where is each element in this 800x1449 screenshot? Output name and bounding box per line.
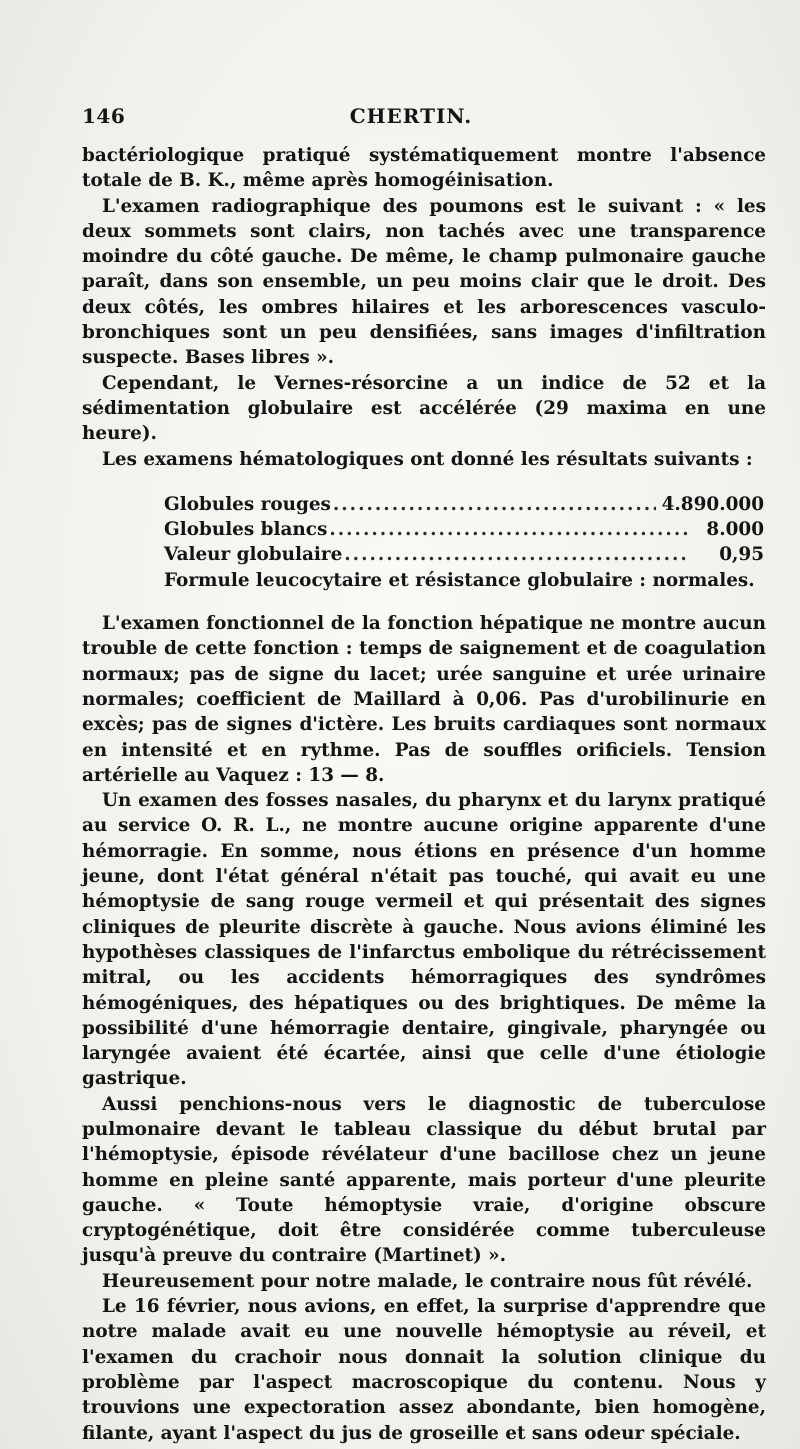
blood-result-row bbox=[164, 492, 764, 517]
result-label: Globules blancs bbox=[164, 519, 328, 541]
result-value: 4.890.000 bbox=[661, 493, 764, 515]
blood-result-row bbox=[164, 542, 764, 567]
paragraph-radiography: L'examen radiographique des poumons est le suivant : « les deux sommets sont clairs, non tachés avec une transparence moindre du côté gauche. De même, le champ pulmonaire gauche paraît, dans son ensemble, un peu moins clair que le droit. Des deux côtés, les ombres hilaires et les arborescences vasculo-bronchiques sont un peu densifiées, sans images d'infiltration suspecte. Bases libres ». bbox=[82, 195, 766, 369]
paragraph-hepatic: L'examen fonctionnel de la fonction hépatique ne montre aucun trouble de cette fonction : temps de saignement et de coagulation normaux; pas de signe du lacet; urée sanguine et urée urinaire normales; coefficient de Maillard à 0,06. Pas d'urobilinurie en excès; pas de signes d'ictère. Les bruits cardiaques sont normaux en intensité et en rythme. Pas de souffles orificiels. Tension artérielle au Vaquez : 13 — 8. bbox=[82, 613, 766, 786]
paragraph-february: Le 16 février, nous avions, en effet, la surprise d'apprendre que notre malade avait eu une nouvelle hémoptysie au réveil, et l'examen du crachoir nous donnait la solution clinique du problème par l'aspect macroscopique du contenu. Nous y trouvions une expectoration assez abondante, bien homogène, filante, ayant l'aspect du jus de groseille et sans odeur spéciale. bbox=[82, 1296, 766, 1444]
formule-leucocytaire: Formule leucocytaire et résistance globulaire : normales. bbox=[164, 569, 755, 591]
running-head: CHERTIN. bbox=[349, 104, 473, 128]
paragraph-orl-summary: Un examen des fosses nasales, du pharynx et du larynx pratiqué au service O. R. L., ne montre aucune origine apparente d'une hémorragie. En somme, nous étions en présence d'un homme jeune, dont l'état général n'était pas touché, qui avait eu une hémoptysie de sang rouge vermeil et qui présentait des signes cliniques de pleurite discrète à gauche. Nous avions éliminé les hypothèses classiques de l'infarctus embolique du rétrécissement mitral, ou les accidents hémorragiques des syndrômes hémogéniques, des hépatiques ou des brightiques. De même la possibilité d'une hémorragie dentaire, gingivale, pharyngée ou laryngée avaient été écartée, ainsi que celle d'une étiologie gastrique. bbox=[82, 790, 766, 1090]
page-header bbox=[82, 104, 740, 134]
result-label: Valeur globulaire bbox=[164, 544, 343, 566]
dot-leader bbox=[344, 542, 688, 567]
dot-leader bbox=[329, 517, 688, 542]
page-number: 146 bbox=[82, 104, 126, 128]
result-value: 8.000 bbox=[706, 519, 764, 541]
dot-leader bbox=[333, 492, 656, 517]
paragraph-diagnosis: Aussi penchions-nous vers le diagnostic de tuberculose pulmonaire devant le tableau classique du début brutal par l'hémoptysie, épisode révélateur d'une bacillose chez un jeune homme en pleine santé apparente, mais porteur d'une pleurite gauche. « Toute hémoptysie vraie, d'origine obscure cryptogénétique, doit être considérée comme tuberculeuse jusqu'à preuve du contraire (Martinet) ». bbox=[82, 1093, 766, 1267]
body-text bbox=[82, 143, 766, 1446]
result-label: Globules rouges bbox=[164, 493, 331, 515]
blood-result-row bbox=[164, 517, 764, 542]
paragraph-heureusement: Heureusement pour notre malade, le contraire nous fût révélé. bbox=[102, 1270, 753, 1292]
result-value: 0,95 bbox=[719, 544, 764, 566]
paragraph-hematology-intro: Les examens hématologiques ont donné les résultats suivants : bbox=[102, 448, 753, 470]
blood-results-table bbox=[82, 492, 764, 593]
paragraph-continuation: bactériologique pratiqué systématiquement montre l'absence totale de B. K., même après homogéinisation. bbox=[82, 145, 766, 192]
paragraph-vernes: Cependant, le Vernes-résorcine a un indice de 52 et la sédimentation globulaire est accélérée (29 maxima en une heure). bbox=[82, 372, 766, 445]
